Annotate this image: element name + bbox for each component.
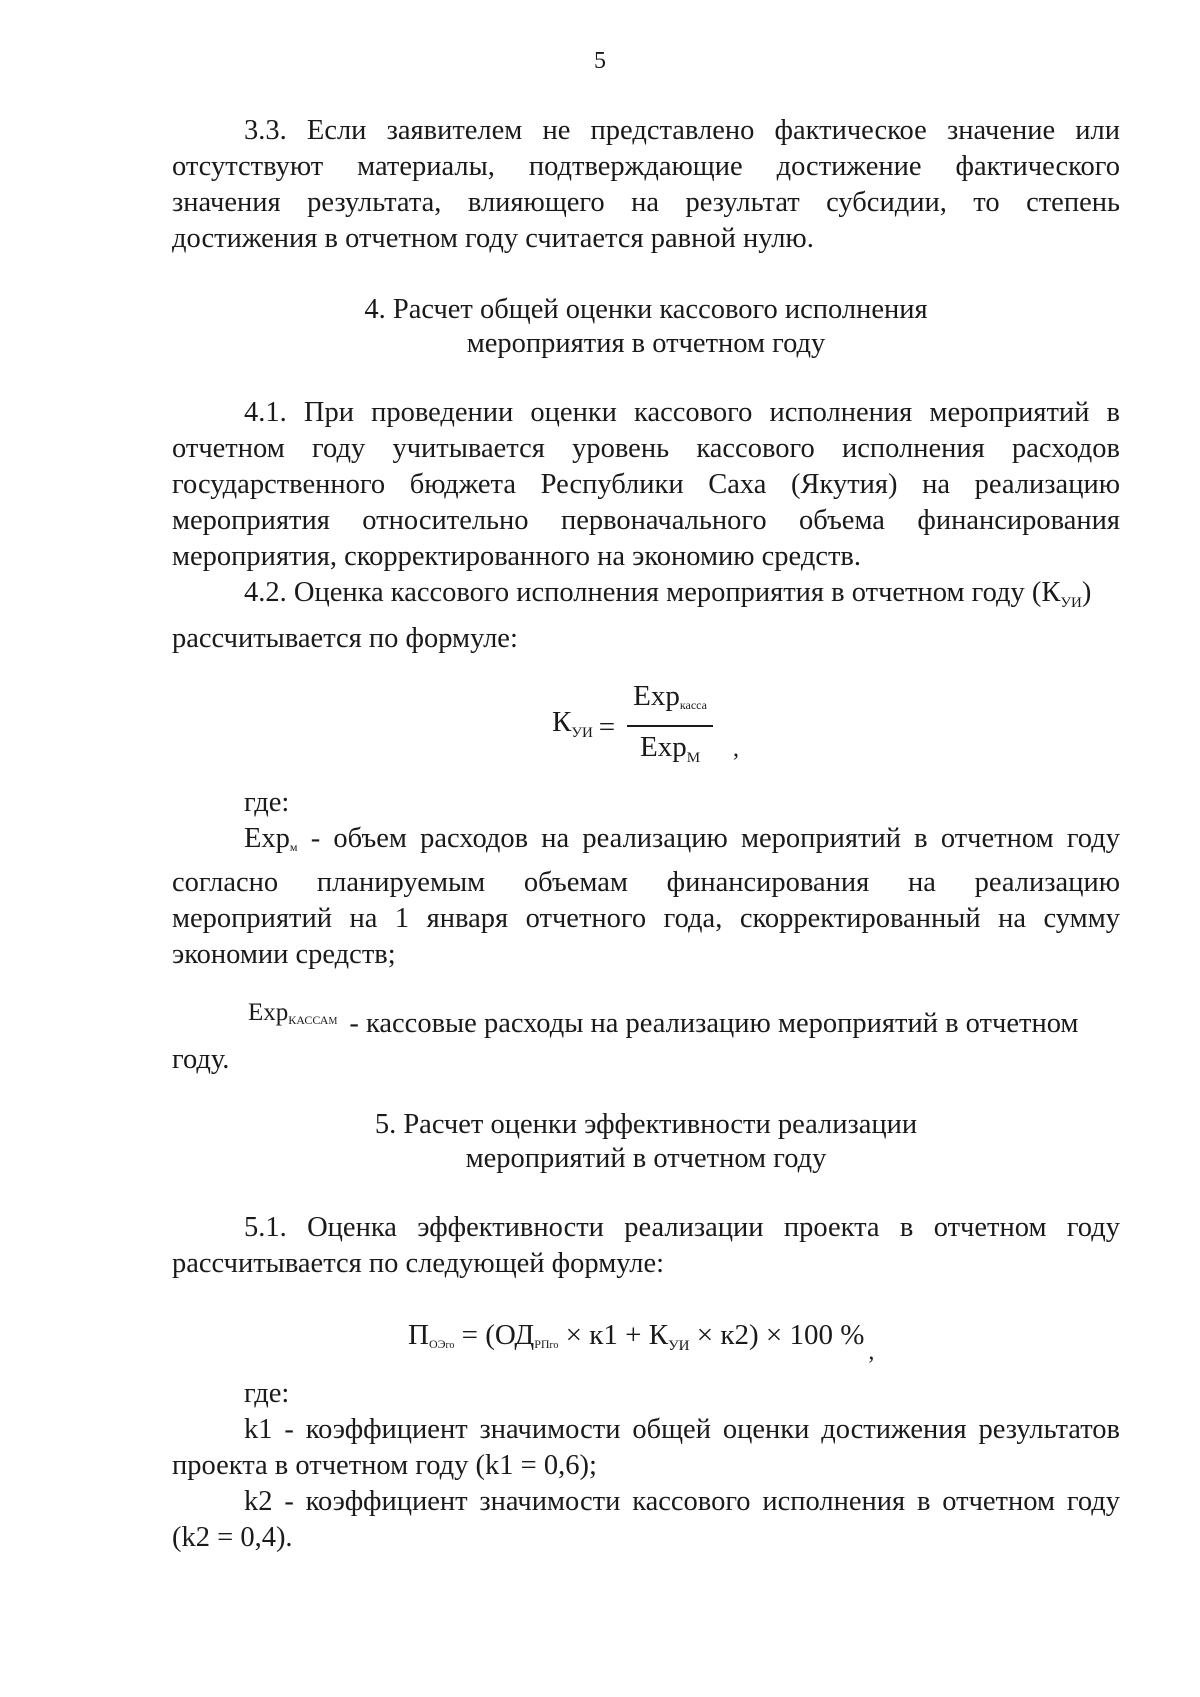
formula-kui-comma: , [732,736,739,762]
formula-kui-numerator: Exp$_{касса}$ [627,680,713,727]
section-4-heading-line1: 4. Расчет общей оценки кассового исполнения [364,294,928,325]
formula-poe-body: $П_{ОЭго} = (ОД_{РПго} \times к1 + К_{УИ} \times к2) \times 100$ % [408,1318,865,1354]
paragraph-4-2-sub: УИ [1060,595,1082,611]
definition-exp-kassa [172,995,1120,1078]
section-5-heading [172,1108,1120,1176]
paragraph-5-1: 5.1. Оценка эффективности реализации проекта в отчетном году рассчитывается по следующей формуле: [172,1212,1120,1279]
paragraph-4-2-continued: рассчитывается по формуле: [172,623,518,654]
section-5-heading-line2: мероприятий в отчетном году [465,1143,827,1174]
definition-exp-m: Exp$_м$ - объем расходов на реализацию мероприятий в отчетном году согласно планируемым объемам финансирования на реализацию мероприятий на 1 января отчетного года, скорректированный на сумму экономии средств; [172,823,1120,970]
paragraph-4-2 [172,575,1120,621]
where-label-4: где: [244,787,290,818]
section-4-heading-line2: мероприятия в отчетном году [466,328,826,359]
section-5-heading-line1: 5. Расчет оценки эффективности реализации [374,1109,918,1140]
formula-kui-denominator: Exp$_М$ [640,731,701,766]
paragraph-4-2-text: 4.2. Оценка кассового исполнения мероприятия в отчетном году (К [244,577,1061,608]
paragraph-4-2-close: ) [1081,577,1092,608]
document-body [172,113,1120,1556]
definition-exp-kassa-line: Exp$_{КАССАМ}$ - кассовые расходы на реализацию мероприятий в отчетном [172,995,1120,1042]
definition-exp-kassa-tail: году. [172,1044,230,1075]
paragraph-3-3: 3.3. Если заявителем не представлено фактическое значение или отсутствуют материалы, подтверждающие достижение фактического значения результата, влияющего на результат субсидии, то степень достижения в отчетном году считается равной нулю. [172,115,1120,254]
formula-kui [552,679,1120,775]
formula-kui-fraction [627,680,713,774]
definition-k1: k1 - коэффициент значимости общей оценки достижения результатов проекта в отчетном году (k1 = 0,6); [172,1414,1120,1481]
formula-kui-equals: = [598,711,616,743]
definition-exp-kassa-term: Exp$_{КАССАМ}$ [248,999,338,1027]
paragraph-4-1: 4.1. При проведении оценки кассового исполнения мероприятий в отчетном году учитывается уровень кассового исполнения расходов государственного бюджета Республики Саха (Якутия) на реализацию мероприятия относительно первоначального объема финансирования мероприятия, скорректированного на экономию средств. [172,397,1120,572]
formula-kui-lhs: $К_{УИ}$ [552,705,593,741]
page-number: 5 [594,48,606,74]
definition-k2: k2 - коэффициент значимости кассового исполнения в отчетном году (k2 = 0,4). [172,1486,1120,1553]
section-4-heading [172,293,1120,361]
formula-poe-comma: , [868,1339,875,1365]
where-label-5: где: [244,1378,290,1409]
formula-poe [408,1312,1120,1368]
